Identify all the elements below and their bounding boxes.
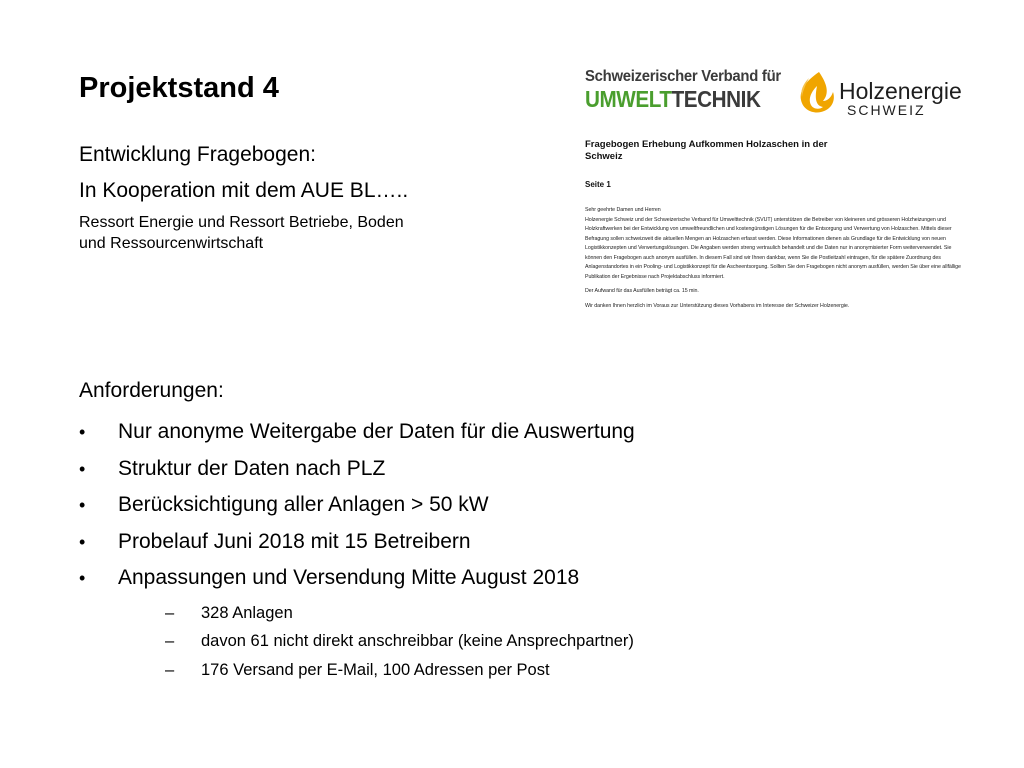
bullet-icon: • (79, 458, 86, 479)
bullet-icon: • (79, 568, 86, 588)
bullet-icon: • (79, 422, 86, 442)
questionnaire-section: Seite 1 (585, 180, 611, 189)
questionnaire-paragraph: Holzenergie Schweiz und der Schweizerische Verband für Umwelttechnik (SVUT) unterstützen die Betreiber von kleineren und grösseren Holzheizungen und Holzkraftwerken bei der Entwicklung von umweltfreundlichen und kostengünstigen Lösungen für die Entsorgung und Verwertung von Holzaschen. Mittels dieser Befragung sollen schweizweit die aktuellen Mengen an Holzaschen erfasst werden. Diese Informationen dienen als Grundlage für die Entwicklung von neuen Logistikkonzepten und Verwertungslösungen. Die Angaben werden streng vertraulich behandelt und die Daten nur in anonymisierter Form weiterverwendet. Sie können den Fragebogen auch anonym ausfüllen. In diesem Fall sind wir Ihnen dankbar, wenn Sie die Postleitzahl eintragen, für die spätere Zuordnung des Anlagenstandortes in ein Pooling- und Logistikkonzept für die Ascheentsorgung. Sollten Sie den Fragebogen nicht anonym ausfüllen, werden Sie über eine allfällige Publikation der Ergebnisse nach Projektabschluss informiert. (585, 216, 961, 280)
questionnaire-paragraph: Der Aufwand für das Ausfüllen beträgt ca. 15 min. (585, 288, 699, 294)
svut-logo (585, 68, 790, 112)
requirements-list (79, 414, 779, 684)
svut-logo-line1: Schweizerischer Verband für (585, 68, 781, 85)
requirement-item (79, 451, 779, 488)
questionnaire-paragraph: Wir danken Ihnen herzlich im Voraus zur Unterstützung dieses Vorhabens im Interesse der Schweizer Holzenergie. (585, 302, 850, 309)
requirements-heading: Anforderungen: (79, 379, 224, 402)
requirement-sublist (118, 599, 779, 685)
requirement-item (79, 414, 779, 451)
requirement-text: Struktur der Daten nach PLZ (118, 456, 386, 480)
bullet-icon: • (79, 531, 86, 552)
intro-block (79, 140, 459, 254)
intro-departments-line2: und Ressourcenwirtschaft (79, 235, 264, 252)
requirement-subtext: 328 Anlagen (201, 603, 293, 622)
requirement-text: Nur anonyme Weitergabe der Daten für die Auswertung (118, 420, 635, 443)
requirement-subtext: davon 61 nicht direkt anschreibbar (keine Ansprechpartner) (201, 632, 634, 650)
svut-logo-umwelt: UMWELT (585, 86, 672, 112)
flame-icon (797, 70, 837, 114)
requirement-text: Berücksichtigung aller Anlagen > 50 kW (118, 493, 489, 516)
svut-logo-line2 (585, 86, 770, 112)
intro-line-cooperation: In Kooperation mit dem AUE BL….. (79, 179, 409, 202)
dash-icon: – (165, 660, 175, 679)
requirement-subitem (118, 627, 779, 656)
dash-icon: – (165, 632, 175, 650)
requirement-item (79, 487, 779, 524)
svut-logo-technik: TECHNIK (671, 86, 761, 112)
questionnaire-title: Fragebogen Erhebung Aufkommen Holzaschen in der Schweiz (585, 139, 828, 162)
intro-departments-line1: Ressort Energie und Ressort Betriebe, Boden (79, 214, 404, 231)
intro-line-questionnaire: Entwicklung Fragebogen: (79, 143, 316, 166)
intro-departments (79, 212, 449, 254)
holzenergie-logo (797, 68, 967, 120)
bullet-icon: • (79, 495, 86, 515)
requirement-item (79, 524, 779, 561)
requirement-item (79, 560, 779, 684)
requirement-subitem (118, 599, 779, 628)
questionnaire-paragraph: Sehr geehrte Damen und Herren (585, 207, 661, 213)
holzenergie-country: SCHWEIZ (847, 102, 926, 118)
requirement-text: Anpassungen und Versendung Mitte August 2018 (118, 566, 580, 589)
requirement-text: Probelauf Juni 2018 mit 15 Betreibern (118, 529, 471, 553)
requirement-subitem (118, 656, 779, 685)
holzenergie-name: Holzenergie (839, 78, 962, 104)
dash-icon: – (165, 603, 175, 622)
requirement-subtext: 176 Versand per E-Mail, 100 Adressen per Post (201, 660, 550, 679)
slide-title: Projektstand 4 (79, 72, 279, 104)
questionnaire-excerpt (585, 139, 965, 354)
questionnaire-text (585, 206, 965, 311)
